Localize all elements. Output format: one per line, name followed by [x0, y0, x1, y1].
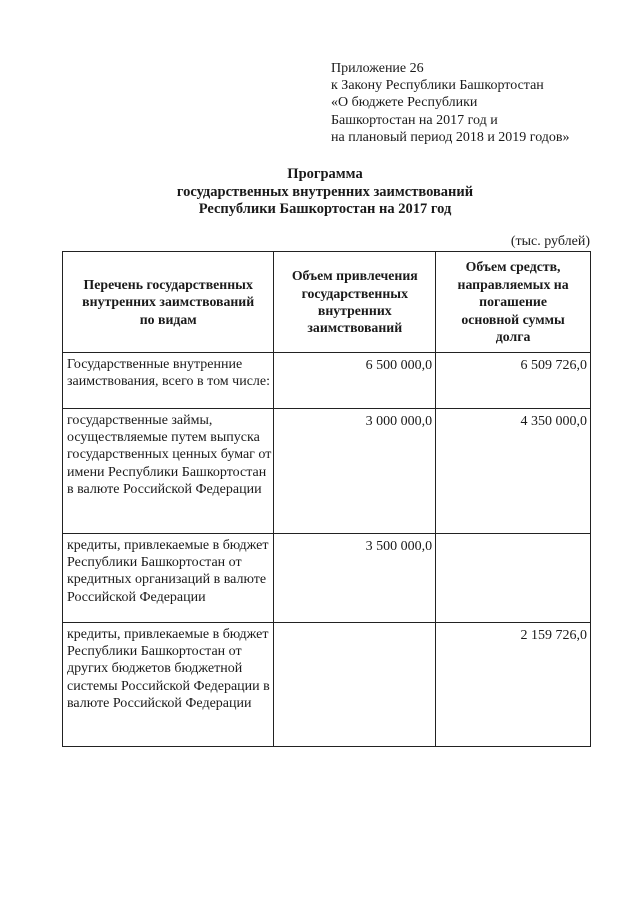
- document-title: [60, 166, 590, 219]
- row-repayment-value: 4 350 000,0: [436, 409, 591, 534]
- appendix-reference: [331, 60, 631, 146]
- row-name: Государственные внутренние заимствования, всего в том числе:: [63, 353, 274, 409]
- row-name: кредиты, привлекаемые в бюджет Республики Башкортостан от других бюджетов бюджетной системы Российской Федерации в валюте Российской Федерации: [63, 623, 274, 747]
- row-attraction-value: 3 000 000,0: [274, 409, 436, 534]
- row-attraction-value: 3 500 000,0: [274, 534, 436, 623]
- row-attraction-value: 6 500 000,0: [274, 353, 436, 409]
- table-row: [63, 409, 591, 534]
- header-text: Объем привлечения государственных внутренних заимствований: [291, 268, 418, 336]
- header-text: Объем средств, направляемых на погашение основной суммы долга: [457, 259, 569, 345]
- table-row: [63, 353, 591, 409]
- header-repayment-volume: [436, 252, 591, 353]
- row-repayment-value: 6 509 726,0: [436, 353, 591, 409]
- header-attraction-volume: [274, 252, 436, 353]
- borrowing-table: [62, 251, 591, 747]
- title-line: государственных внутренних заимствований: [176, 183, 474, 200]
- units-label: (тыс. рублей): [510, 234, 590, 249]
- title-line: Республики Башкортостан на 2017 год: [198, 201, 452, 217]
- appendix-line: Башкортостан на 2017 год и: [331, 112, 498, 128]
- row-name: государственные займы, осуществляемые путем выпуска государственных ценных бумаг от имени Республики Башкортостан в валюте Российской Федерации: [63, 409, 274, 534]
- row-repayment-value: [436, 534, 591, 623]
- row-attraction-value: [274, 623, 436, 747]
- appendix-line: «О бюджете Республики: [331, 95, 478, 111]
- table-row: [63, 623, 591, 747]
- table-row: [63, 534, 591, 623]
- table-header-row: [63, 252, 591, 353]
- row-repayment-value: 2 159 726,0: [436, 623, 591, 747]
- header-text: Перечень государственных внутренних заимствований по видам: [82, 276, 255, 327]
- appendix-line: Приложение 26: [331, 61, 424, 76]
- row-name: кредиты, привлекаемые в бюджет Республики Башкортостан от кредитных организаций в валюте Российской Федерации: [63, 534, 274, 623]
- title-line: Программа: [287, 166, 363, 182]
- header-borrowing-type: [63, 252, 274, 353]
- appendix-line: на плановый период 2018 и 2019 годов»: [331, 129, 570, 145]
- appendix-line: к Закону Республики Башкортостан: [331, 78, 544, 94]
